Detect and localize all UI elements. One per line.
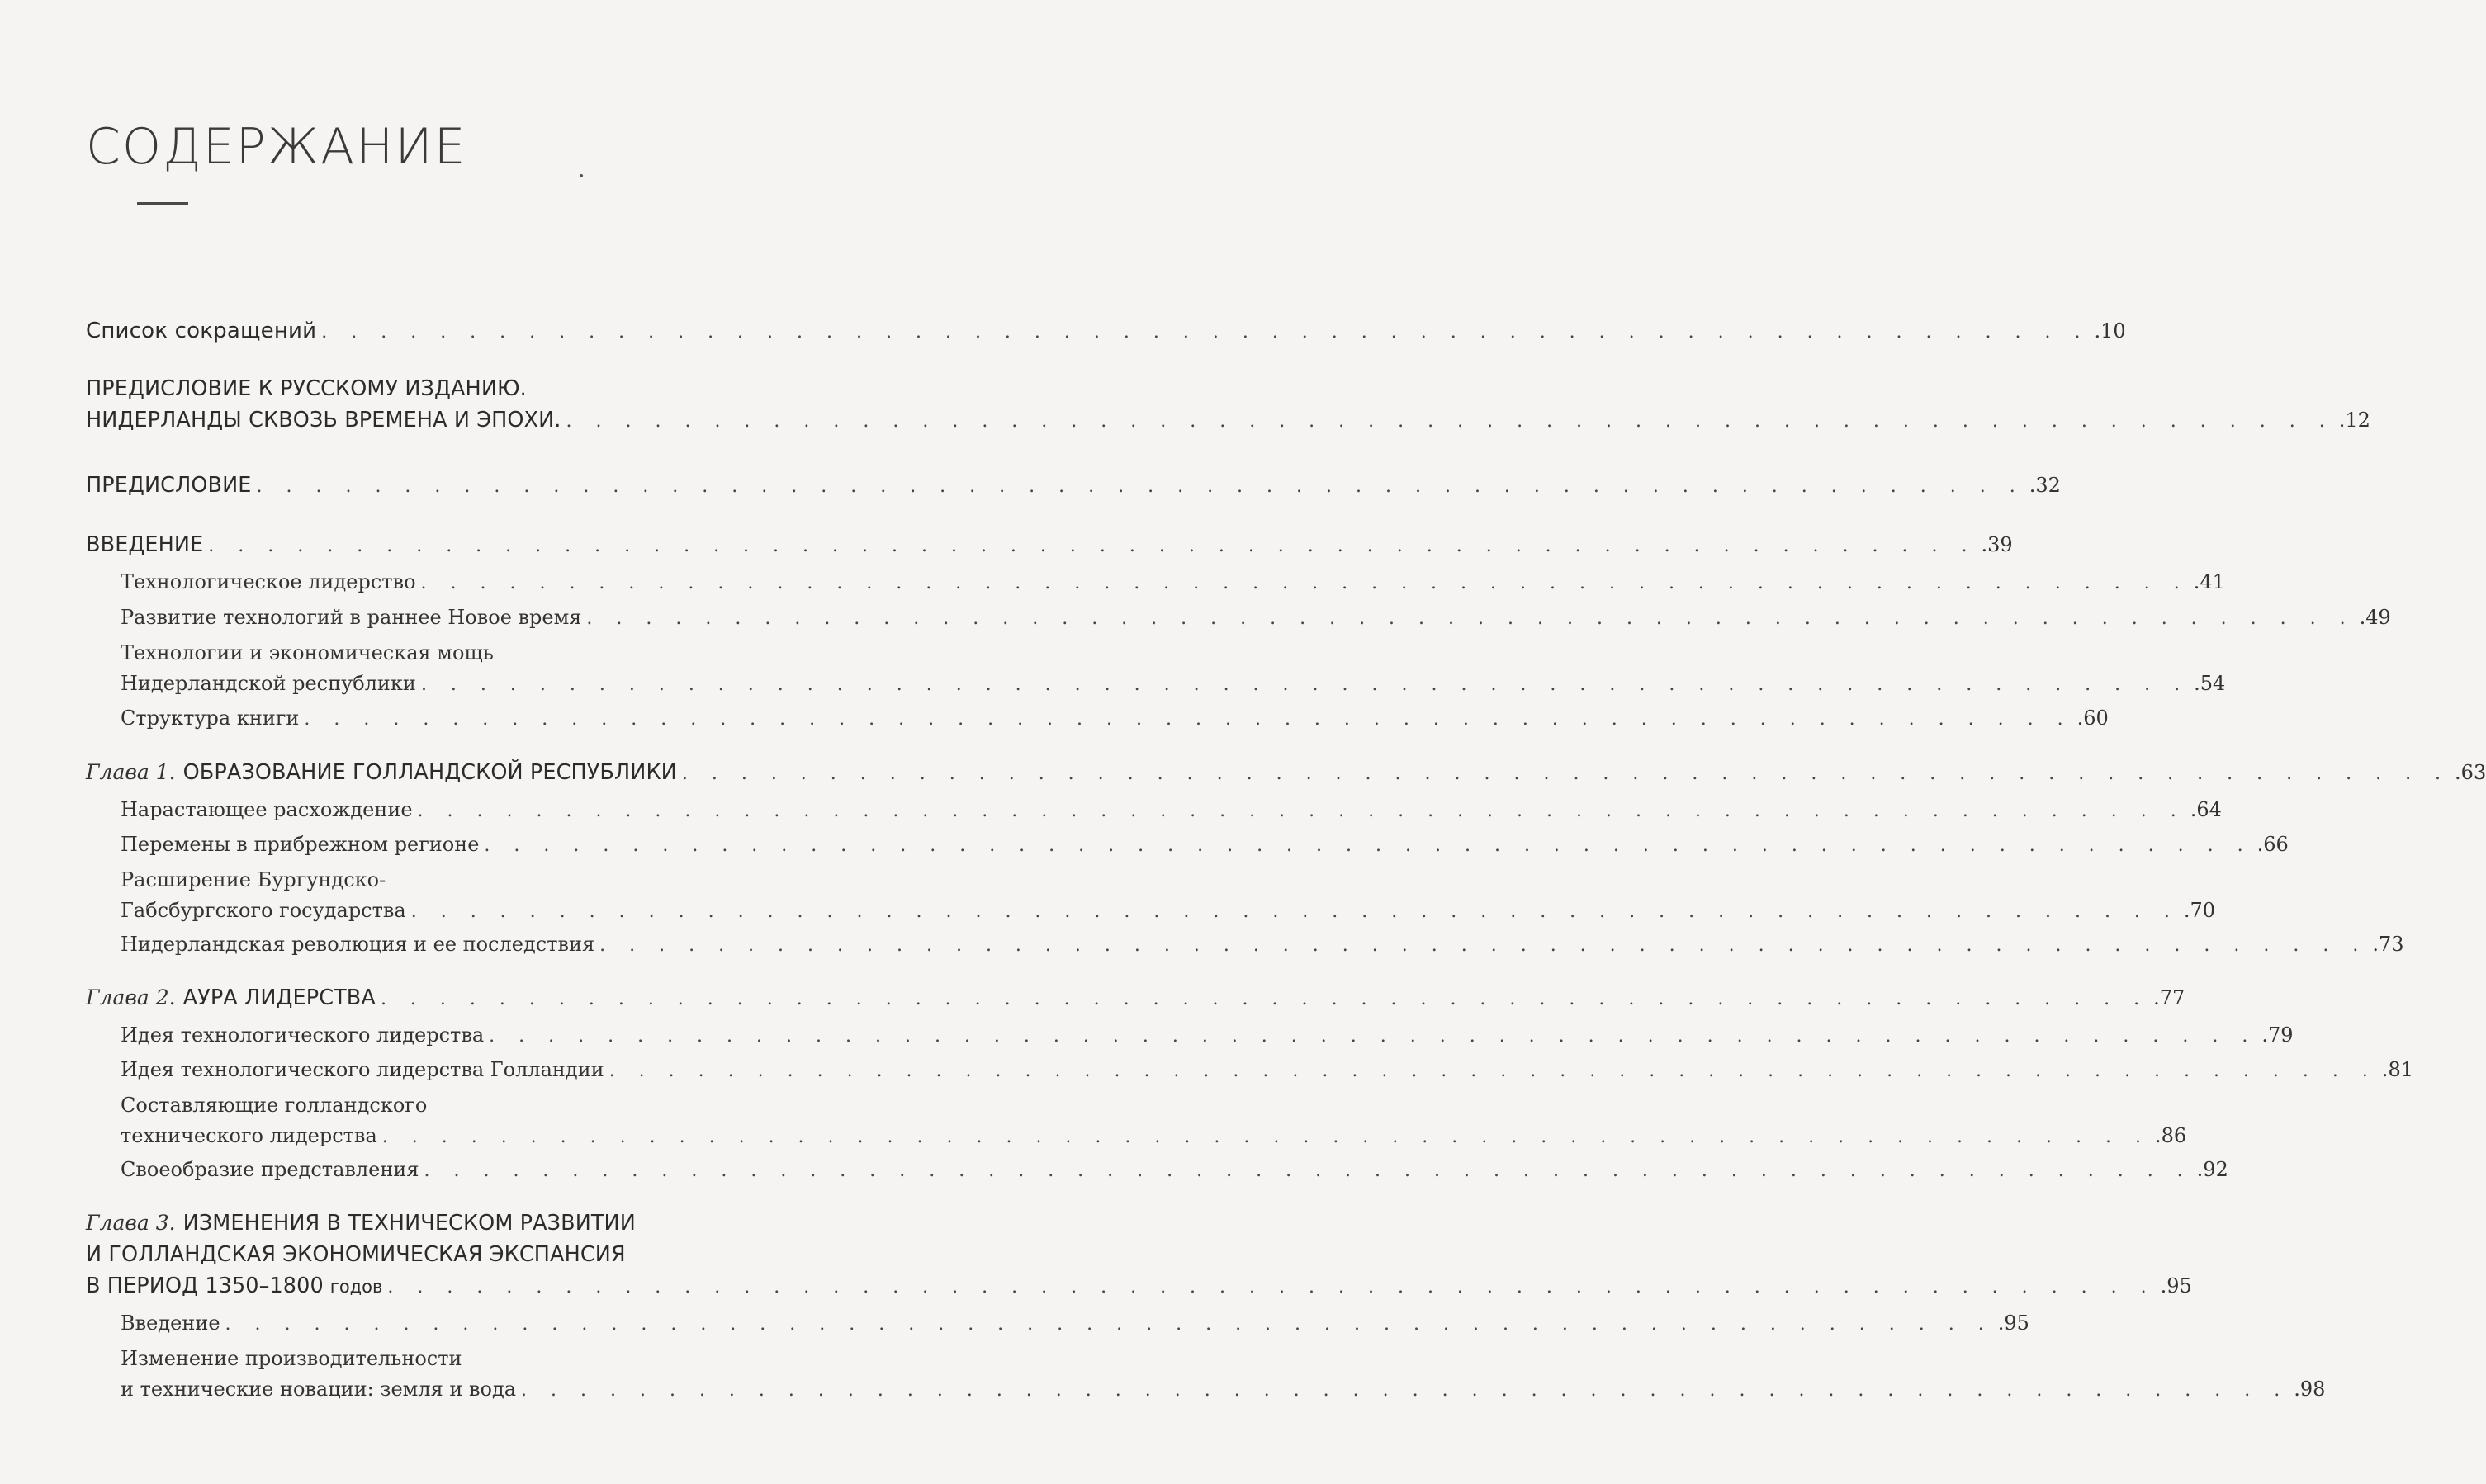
page-number: .95 xyxy=(1997,1311,2029,1335)
toc-subentry[interactable] xyxy=(121,1091,826,1119)
toc-entry-title: и технические новации: земля и вода xyxy=(121,1378,517,1401)
page-number: .79 xyxy=(2261,1023,2294,1047)
page-number: .64 xyxy=(2190,798,2222,821)
toc-entry[interactable] xyxy=(86,406,2370,434)
dot-leader: . . . . . . . . . . . . . . . . . . . . . . . . . . . . . . . . . . . . . . . . . . . . . . . . . . . . . . . . . . . . xyxy=(599,935,2368,956)
toc-entry-title: АУРА ЛИДЕРСТВА xyxy=(182,985,376,1010)
page-number: .12 xyxy=(2338,409,2370,432)
page-number: .81 xyxy=(2381,1058,2414,1081)
toc-entry-title: Перемены в прибрежном регионе xyxy=(121,833,480,856)
toc-entry-title: ПРЕДИСЛОВИЕ К РУССКОМУ ИЗДАНИЮ. xyxy=(86,376,527,401)
page-title: СОДЕРЖАНИЕ xyxy=(86,118,467,176)
toc-entry[interactable] xyxy=(86,317,2126,345)
page-number: .10 xyxy=(2094,319,2126,343)
toc-entry-title: НИДЕРЛАНДЫ СКВОЗЬ ВРЕМЕНА И ЭПОХИ. xyxy=(86,408,561,432)
page-number: .54 xyxy=(2194,672,2226,695)
page-number: .92 xyxy=(2196,1158,2228,1181)
page-number: .66 xyxy=(2256,833,2289,856)
chapter-label: Глава 3. xyxy=(86,1211,176,1235)
dot-leader: . . . . . . . . . . . . . . . . . . . . . . . . . . . . . . . . . . . . . . . . . . . . . . . . . . . . . . . . . . . . xyxy=(225,1314,1993,1335)
toc-entry-title: Технологии и экономическая мощь xyxy=(121,641,494,664)
toc-entry-title: ВВЕДЕНИЕ xyxy=(86,532,204,557)
toc-entry-title: Габсбургского государства xyxy=(121,899,406,922)
chapter-label: Глава 2. xyxy=(86,985,176,1009)
dot-leader: . . . . . . . . . . . . . . . . . . . . . . . . . . . . . . . . . . . . . . . . . . . . . . . . . . . . . . . . . . . . xyxy=(489,1026,2257,1047)
dot-leader: . . . . . . . . . . . . . . . . . . . . . . . . . . . . . . . . . . . . . . . . . . . . . . . . . . . . . . . . . . . . xyxy=(420,674,2190,695)
toc-subentry[interactable] xyxy=(121,669,2226,697)
page-number: .41 xyxy=(2193,570,2225,593)
toc-entry-title: Расширение Бургундско- xyxy=(121,868,386,891)
toc-chapter[interactable] xyxy=(86,984,2185,1012)
toc-subentry[interactable] xyxy=(121,796,2222,824)
toc-entry-title: Идея технологического лидерства Голландии xyxy=(121,1058,604,1081)
toc-subentry[interactable] xyxy=(121,1375,2326,1403)
page-number: .77 xyxy=(2153,986,2185,1009)
toc-subentry[interactable] xyxy=(121,1309,2029,1337)
toc-subentry[interactable] xyxy=(121,896,2216,924)
toc-entry[interactable] xyxy=(86,531,2013,559)
toc-subentry[interactable] xyxy=(121,866,826,894)
toc-entry-title: ПРЕДИСЛОВИЕ xyxy=(86,473,252,498)
dot-leader: . . . . . . . . . . . . . . . . . . . . . . . . . . . . . . . . . . . . . . . . . . . . . . . . . . . . . . . . . . . . xyxy=(424,1160,2192,1181)
toc-entry-title: Технологическое лидерство xyxy=(121,570,416,593)
toc-subentry[interactable] xyxy=(121,930,2404,958)
toc-chapter[interactable] xyxy=(86,1241,826,1269)
dot-leader: . . . . . . . . . . . . . . . . . . . . . . . . . . . . . . . . . . . . . . . . . . . . . . . . . . . . . . . . . . . . xyxy=(566,411,2334,432)
page-number: .63 xyxy=(2455,761,2486,784)
toc-entry-title: Составляющие голландского xyxy=(121,1094,428,1117)
page-number: .39 xyxy=(1981,533,2013,556)
toc-subentry[interactable] xyxy=(121,639,826,667)
toc-chapter[interactable] xyxy=(86,1272,2192,1300)
toc-subentry[interactable] xyxy=(121,603,2391,631)
toc-entry-title: Идея технологического лидерства xyxy=(121,1023,485,1047)
page-number: .60 xyxy=(2076,707,2109,730)
toc-entry-title: В ПЕРИОД 1350–1800 xyxy=(86,1274,324,1298)
toc-subentry[interactable] xyxy=(121,1345,826,1373)
dot-leader: . . . . . . . . . . . . . . . . . . . . . . . . . . . . . . . . . . . . . . . . . . . . . . . . . . . . . . . . . . . . xyxy=(417,801,2185,821)
toc-entry-title: ОБРАЗОВАНИЕ ГОЛЛАНДСКОЙ РЕСПУБЛИКИ xyxy=(182,760,677,785)
dot-leader: . . . . . . . . . . . . . . . . . . . . . . . . . . . . . . . . . . . . . . . . . . . . . . . . . . . . . . . . . . . . xyxy=(380,989,2149,1009)
toc-entry[interactable] xyxy=(86,471,2061,499)
page-number: .49 xyxy=(2359,606,2391,629)
dot-leader: . . . . . . . . . . . . . . . . . . . . . . . . . . . . . . . . . . . . . . . . . . . . . . . . . . . . . . . . . . . . xyxy=(410,901,2179,922)
toc-subentry[interactable] xyxy=(121,704,2109,732)
toc-entry-title: ИЗМЕНЕНИЯ В ТЕХНИЧЕСКОМ РАЗВИТИИ xyxy=(182,1211,636,1236)
toc-entry-title: Нидерландская революция и ее последствия xyxy=(121,933,595,956)
toc-subentry[interactable] xyxy=(121,1056,2414,1084)
dot-leader: . . . . . . . . . . . . . . . . . . . . . . . . . . . . . . . . . . . . . . . . . . . . . . . . . . . . . . . . . . . . xyxy=(608,1061,2377,1081)
toc-subentry[interactable] xyxy=(121,830,2289,858)
toc-chapter[interactable] xyxy=(86,759,2486,787)
dot-leader: . . . . . . . . . . . . . . . . . . . . . . . . . . . . . . . . . . . . . . . . . . . . . . . . . . . . . . . . . . . . xyxy=(521,1380,2289,1401)
toc-subentry[interactable] xyxy=(121,1156,2228,1184)
toc-entry-title: Введение xyxy=(121,1311,220,1335)
page-number: .70 xyxy=(2183,899,2216,922)
toc-entry-title: технического лидерства xyxy=(121,1124,377,1147)
toc-chapter[interactable] xyxy=(86,1209,826,1237)
toc-entry-title: Нарастающее расхождение xyxy=(121,798,413,821)
page-number: .98 xyxy=(2294,1378,2326,1401)
chapter-label: Глава 1. xyxy=(86,760,176,784)
page-number: .32 xyxy=(2029,474,2061,497)
dot-leader: . . . . . . . . . . . . . . . . . . . . . . . . . . . . . . . . . . . . . . . . . . . . . . . . . . . . . . . . . . . . xyxy=(321,322,2090,343)
toc-subentry[interactable] xyxy=(121,1021,2294,1049)
page-number: .95 xyxy=(2160,1274,2192,1297)
dot-leader: . . . . . . . . . . . . . . . . . . . . . . . . . . . . . . . . . . . . . . . . . . . . . . . . . . . . . . . . . . . . xyxy=(208,536,1977,556)
toc-entry-suffix: годов xyxy=(329,1277,383,1297)
dot-leader: . . . . . . . . . . . . . . . . . . . . . . . . . . . . . . . . . . . . . . . . . . . . . . . . . . . . . . . . . . . . xyxy=(586,608,2355,629)
dot-leader: . . . . . . . . . . . . . . . . . . . . . . . . . . . . . . . . . . . . . . . . . . . . . . . . . . . . . . . . . . . . xyxy=(681,763,2450,784)
dot-leader: . . . . . . . . . . . . . . . . . . . . . . . . . . . . . . . . . . . . . . . . . . . . . . . . . . . . . . . . . . . . xyxy=(420,573,2189,593)
dot-leader: . . . . . . . . . . . . . . . . . . . . . . . . . . . . . . . . . . . . . . . . . . . . . . . . . . . . . . . . . . . . xyxy=(256,476,2024,497)
dot-leader: . . . . . . . . . . . . . . . . . . . . . . . . . . . . . . . . . . . . . . . . . . . . . . . . . . . . . . . . . . . . xyxy=(484,835,2252,856)
toc-entry-title: Развитие технологий в раннее Новое время xyxy=(121,606,582,629)
toc-entry-title: Нидерландской республики xyxy=(121,672,416,695)
toc-entry[interactable] xyxy=(86,375,826,403)
toc-entry-title: Своеобразие представления xyxy=(121,1158,419,1181)
dot-leader: . . . . . . . . . . . . . . . . . . . . . . . . . . . . . . . . . . . . . . . . . . . . . . . . . . . . . . . . . . . . xyxy=(304,709,2072,730)
toc-subentry[interactable] xyxy=(121,568,2225,596)
toc-entry-title: Список сокращений xyxy=(86,319,317,343)
dot-leader: . . . . . . . . . . . . . . . . . . . . . . . . . . . . . . . . . . . . . . . . . . . . . . . . . . . . . . . . . . . . xyxy=(381,1127,2150,1147)
toc-subentry[interactable] xyxy=(121,1122,2187,1150)
toc-entry-title: И ГОЛЛАНДСКАЯ ЭКОНОМИЧЕСКАЯ ЭКСПАНСИЯ xyxy=(86,1242,626,1267)
page-number: .73 xyxy=(2372,933,2404,956)
toc-entry-title: Структура книги xyxy=(121,707,300,730)
toc-entry-title: Изменение производительности xyxy=(121,1347,462,1370)
dot-leader: . . . . . . . . . . . . . . . . . . . . . . . . . . . . . . . . . . . . . . . . . . . . . . . . . . . . . . . . . . . . xyxy=(387,1277,2156,1297)
page-number: .86 xyxy=(2154,1124,2187,1147)
